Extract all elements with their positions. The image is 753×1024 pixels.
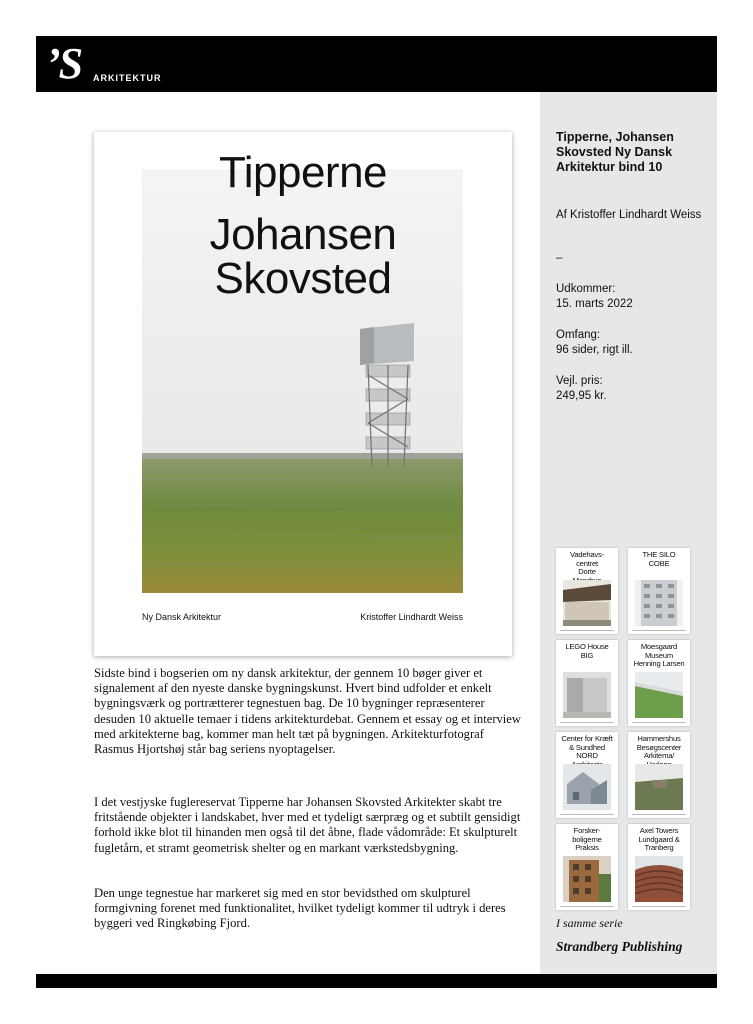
footer-bar	[36, 974, 717, 988]
series-book-title: Hammershus Besøgscenter Arkitema/	[636, 734, 682, 761]
book-cover-image	[563, 856, 611, 902]
info-sidebar	[540, 92, 717, 974]
book-author: Af Kristoffer Lindhardt Weiss	[556, 209, 702, 221]
series-book-6[interactable]	[628, 732, 690, 818]
series-book-2[interactable]	[628, 548, 690, 634]
series-book-title: Forsker- boligerne Praksis	[572, 826, 602, 853]
publisher-logo: ’S	[46, 39, 82, 88]
header-bar	[36, 36, 717, 92]
cover-series: Ny Dansk Arkitektur	[142, 612, 222, 622]
series-label: I samme serie	[556, 916, 623, 930]
book-title: Tipperne, Johansen Skovsted Ny Dansk Arkitektur bind 10	[556, 130, 674, 174]
book-cover-image	[563, 672, 611, 718]
series-book-8[interactable]	[628, 824, 690, 910]
release-label: Udkommer:	[556, 283, 616, 295]
brand-label: ARKITEKTUR	[93, 73, 162, 83]
series-book-title: LEGO House BIG	[565, 642, 609, 660]
cover-title-line1: Tipperne	[218, 148, 388, 197]
price-info	[556, 374, 714, 404]
series-book-title: Moesgaard Museum Henning Larsen	[633, 642, 685, 669]
cover-title-line2: Johansen	[209, 210, 397, 259]
extent-value: 96 sider, rigt ill.	[556, 344, 633, 356]
body-paragraph-1: Sidste bind i bogserien om ny dansk arkitektur, der gennem 10 bøger giver et signalement af den nyeste danske bygningskunst. Hvert bind udfolder et enkelt bygningsværk og portrætterer tegnestuen bag. De 10 bygninger repræsenterer desuden 10 aktuelle temaer i tidens arkitekturdebat. Gennem et essay og et interview med arkitekterne bag, kommer man helt tæt på bygningen. Arkitekturfotograf Rasmus Hjortshøj står bag seriens nyoptagelser.	[94, 666, 521, 757]
body-paragraph-3: Den unge tegnestue har markeret sig med en stor bevidsthed om skulpturel formgivning forenet med funktionalitet, hvilket tydeligt kommer til udtryk i deres byggeri ved Ringkøbing Fjord.	[94, 886, 506, 931]
book-cover-image	[635, 580, 683, 626]
book-cover-image	[635, 672, 683, 718]
cover-title-line3: Skovsted	[214, 254, 392, 303]
series-book-title: Center for Kræft & Sundhed NORD	[561, 734, 613, 761]
price-label: Vejl. pris:	[556, 375, 603, 387]
series-book-1[interactable]	[556, 548, 618, 634]
series-book-5[interactable]	[556, 732, 618, 818]
book-cover-image	[563, 764, 611, 810]
book-cover-image	[635, 856, 683, 902]
book-cover-image	[635, 764, 683, 810]
series-book-3[interactable]	[556, 640, 618, 726]
series-book-title: Vadehavs- centret Dorte	[570, 550, 604, 577]
extent-info	[556, 328, 714, 358]
series-book-title: Axel Towers Lundgaard & Tranberg	[638, 826, 680, 853]
release-info	[556, 282, 714, 312]
separator-dash: –	[556, 252, 563, 264]
extent-label: Omfang:	[556, 329, 601, 341]
cover-author: Kristoffer Lindhardt Weiss	[360, 612, 463, 622]
book-cover	[94, 132, 512, 656]
body-paragraph-2: I det vestjyske fuglereservat Tipperne har Johansen Skovsted Arkitekter skabt tre fritstående objekter i landskabet, hver med et tydeligt særpræg og et subtilt gensidigt forhold ikke blot til hinanden men også til det åbne, flade vådområde: Et skulpturelt fugletårn, et stramt geometrisk shelter og en markant værkstedsbygning.	[94, 795, 521, 855]
book-cover-image	[563, 580, 611, 626]
price-value: 249,95 kr.	[556, 390, 607, 402]
series-book-title: THE SILO COBE	[642, 550, 676, 568]
publisher-name: Strandberg Publishing	[556, 939, 683, 954]
series-book-4[interactable]	[628, 640, 690, 726]
release-value: 15. marts 2022	[556, 298, 633, 310]
series-book-7[interactable]	[556, 824, 618, 910]
